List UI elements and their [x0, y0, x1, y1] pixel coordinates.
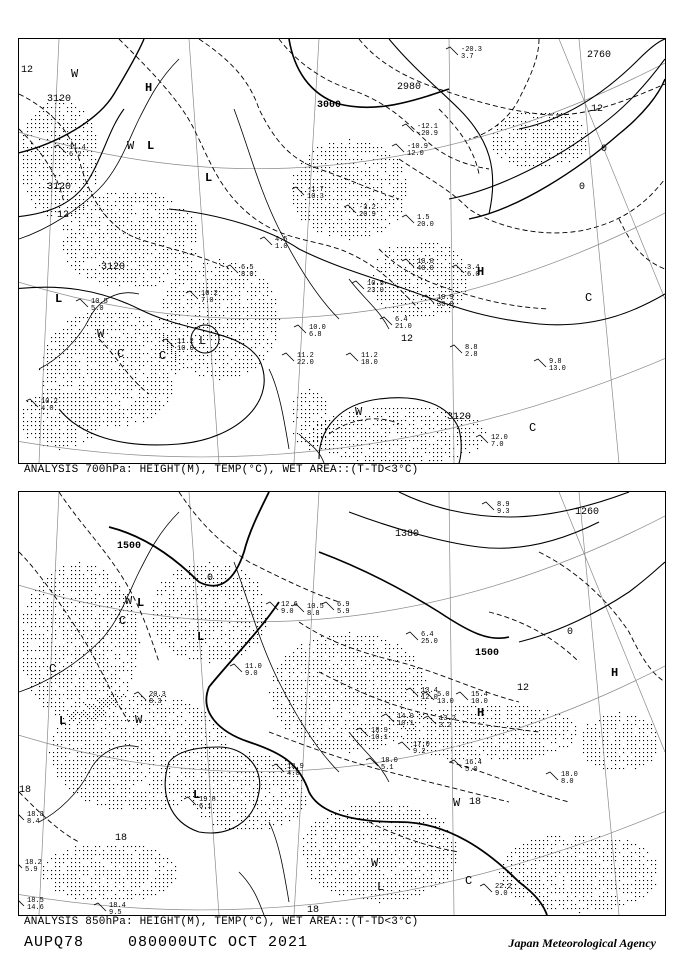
contour-label: 18: [307, 905, 320, 915]
wind-barb-icon: [260, 237, 272, 245]
station-dewpoint-depression: 10.1: [397, 720, 414, 728]
station-temperature: 18.8: [27, 811, 44, 819]
station-dewpoint-depression: 3.7: [461, 53, 474, 61]
station-dewpoint-depression: 22.0: [297, 359, 314, 367]
station-dewpoint-depression: 20.0: [417, 221, 434, 229]
station-temperature: 8.9: [497, 501, 510, 509]
warm-center-marker: W: [97, 327, 105, 341]
contour-label: 0: [579, 182, 586, 193]
low-center-marker: L: [205, 171, 213, 185]
station-observations: [19, 501, 578, 915]
station-dewpoint-depression: 2.8: [465, 351, 478, 359]
station-dewpoint-depression: 8.0: [241, 271, 254, 279]
agency-name: Japan Meteorological Agency: [508, 936, 656, 950]
station-dewpoint-depression: -20.9: [417, 130, 439, 138]
contour-label: 1260: [575, 507, 600, 518]
station-temperature: 11.2: [361, 352, 378, 360]
station-temperature: 15.4: [471, 691, 488, 699]
station-dewpoint-depression: 40.0: [417, 265, 434, 273]
station-temperature: 17.0: [413, 741, 430, 749]
station-temperature: 10.9: [437, 294, 454, 302]
station-dewpoint-depression: 5.0: [465, 766, 478, 774]
low-center-marker: L: [137, 596, 145, 610]
station-temperature: 18.0: [381, 757, 398, 765]
contour-label: 18: [115, 833, 128, 844]
contour-label: 12: [591, 104, 604, 115]
station-temperature: 10.5: [307, 603, 324, 611]
station-temperature: 11.4: [69, 144, 86, 152]
station-temperature: 11.0: [245, 663, 262, 671]
wind-barb-icon: [294, 325, 306, 333]
map-panel-850hpa: [18, 491, 666, 916]
station-dewpoint-depression: 25.0: [421, 638, 438, 646]
station-dewpoint-depression: 8.0: [561, 778, 574, 786]
low-center-marker: L: [377, 880, 385, 894]
map-700hpa-svg: [19, 39, 665, 463]
station-temperature: 3.4: [467, 264, 480, 272]
station-temperature: 11.2: [177, 338, 194, 346]
panel-700hpa-caption: ANALYSIS 700hPa: HEIGHT(M), TEMP(°C), WET AREA::(T-TD<3°C): [24, 464, 419, 476]
wind-barb-icon: [450, 345, 462, 353]
station-temperature: 6.4: [421, 631, 434, 639]
station-temperature: 13.4: [421, 687, 438, 695]
station-dewpoint-depression: 8.4: [27, 818, 40, 826]
station-temperature: 10.5: [91, 298, 108, 306]
wind-barb-icon: [480, 884, 492, 892]
station-dewpoint-depression: 5.1: [381, 764, 394, 772]
station-dewpoint-depression: 4.0: [287, 770, 300, 778]
station-temperature: 10.2: [201, 290, 218, 298]
cold-center-marker: C: [585, 291, 593, 305]
station-temperature: 12.0: [491, 434, 508, 442]
station-temperature: 20.3: [149, 691, 166, 699]
station-dewpoint-depression: 12.0: [421, 694, 438, 702]
cold-center-marker: C: [117, 347, 125, 361]
analysis-datetime: 080000UTC OCT 2021: [128, 934, 309, 951]
station-dewpoint-depression: 6.8: [309, 331, 322, 339]
station-dewpoint-depression: 10.1: [371, 734, 388, 742]
wind-barb-icon: [94, 903, 106, 911]
wind-barb-icon: [346, 353, 358, 361]
low-center-marker: L: [199, 334, 207, 348]
station-dewpoint-depression: 9.0: [281, 608, 294, 616]
wind-barb-icon: [534, 359, 546, 367]
station-dewpoint-depression: 12.0: [407, 150, 424, 158]
contour-label: 18: [469, 797, 482, 808]
station-temperature: 18.0: [561, 771, 578, 779]
low-center-marker: L: [193, 788, 201, 802]
warm-center-marker: W: [135, 713, 143, 727]
contour-labels: [21, 50, 611, 423]
station-temperature: 4.5: [275, 236, 288, 244]
station-temperature: 10.2: [41, 398, 58, 406]
station-dewpoint-depression: 13.0: [437, 698, 454, 706]
wind-barb-icon: [406, 688, 418, 696]
high-center-marker: H: [477, 265, 485, 279]
graticule: [19, 492, 665, 915]
station-temperature: -20.3: [461, 46, 483, 54]
contour-label: 3120: [47, 182, 72, 193]
wind-barb-icon: [406, 632, 418, 640]
station-dewpoint-depression: 7.0: [491, 441, 504, 449]
station-temperature: 18.9: [371, 727, 388, 735]
station-temperature: 18.2: [25, 859, 42, 867]
high-center-marker: H: [477, 706, 485, 720]
low-center-marker: L: [197, 630, 205, 644]
station-temperature: -12.1: [417, 123, 439, 131]
high-center-marker: H: [145, 81, 153, 95]
cold-center-marker: C: [119, 614, 127, 628]
cold-center-marker: C: [465, 874, 473, 888]
station-dewpoint-depression: 9.2: [413, 748, 426, 756]
wind-barb-icon: [402, 215, 414, 223]
station-temperature: -10.9: [407, 143, 429, 151]
station-temperature: -3.2: [359, 204, 376, 212]
wind-barb-icon: [392, 144, 404, 152]
station-dewpoint-depression: 5.9: [337, 608, 350, 616]
map-850hpa-svg: [19, 492, 665, 915]
station-temperature: 8.8: [465, 344, 478, 352]
station-dewpoint-depression: 23.0: [367, 287, 384, 295]
pressure-centers: [55, 67, 592, 435]
wind-barb-icon: [398, 742, 410, 750]
height-contours: [19, 39, 665, 463]
warm-center-marker: W: [71, 67, 79, 81]
cold-center-marker: C: [49, 662, 57, 676]
station-temperature: 10.5: [367, 280, 384, 288]
wind-barb-icon: [482, 502, 494, 510]
wind-barb-icon: [230, 664, 242, 672]
wind-barb-icon: [424, 716, 436, 724]
coastlines: [19, 59, 389, 463]
station-dewpoint-depression: 14.6: [27, 904, 44, 912]
contour-label: 3120: [101, 262, 126, 273]
contour-label: 12: [517, 683, 530, 694]
station-dewpoint-depression: 13.0: [549, 365, 566, 373]
contour-label: 2980: [397, 82, 422, 93]
station-temperature: 10.0: [309, 324, 326, 332]
station-dewpoint-depression: 10.0: [471, 698, 488, 706]
station-dewpoint-depression: 10.0: [177, 345, 194, 353]
contour-label: 3120: [447, 412, 472, 423]
station-dewpoint-depression: 4.0: [41, 405, 54, 413]
contour-label: 0: [567, 627, 574, 638]
station-dewpoint-depression: 9.0: [245, 670, 258, 678]
station-dewpoint-depression: 9.0: [495, 890, 508, 898]
contour-label: 12: [401, 334, 414, 345]
contour-label: 12: [57, 210, 70, 221]
wind-barb-icon: [382, 714, 394, 722]
station-temperature: 11.2: [297, 352, 314, 360]
contour-label: 1500: [117, 541, 142, 552]
graticule: [19, 39, 665, 463]
station-temperature: 18.4: [109, 902, 126, 910]
station-temperature: 19.8: [199, 796, 216, 804]
low-center-marker: L: [147, 139, 155, 153]
bulletin-code: AUPQ78: [24, 934, 85, 951]
wind-barb-icon: [19, 898, 24, 906]
contour-label: 12: [21, 65, 34, 76]
station-temperature: 18.5: [27, 897, 44, 905]
station-dewpoint-depression: 9.5: [109, 909, 122, 915]
station-dewpoint-depression: 21.0: [395, 323, 412, 331]
warm-center-marker: W: [355, 405, 363, 419]
low-center-marker: L: [59, 714, 67, 728]
contour-label: 1380: [395, 529, 420, 540]
station-temperature: 14.0: [397, 713, 414, 721]
station-dewpoint-depression: 20.9: [359, 211, 376, 219]
station-temperature: 9.8: [549, 358, 562, 366]
warm-center-marker: W: [453, 796, 461, 810]
isotherms: [19, 39, 665, 434]
station-temperature: 6.4: [395, 316, 408, 324]
station-dewpoint-depression: 1.0: [275, 243, 288, 251]
high-center-marker: H: [611, 666, 619, 680]
station-temperature: -1.7: [307, 186, 324, 194]
station-temperature: 12.6: [281, 601, 298, 609]
station-dewpoint-depression: 6.1: [199, 803, 212, 811]
station-dewpoint-depression: 3.2: [439, 722, 452, 730]
height-contours: [109, 492, 665, 915]
contour-label: 3000: [317, 100, 342, 111]
wind-barb-icon: [19, 860, 22, 868]
wind-barb-icon: [456, 692, 468, 700]
wind-barb-icon: [366, 758, 378, 766]
station-temperature: 1.5: [417, 214, 430, 222]
wind-barb-icon: [546, 772, 558, 780]
station-temperature: 22.2: [495, 883, 512, 891]
contour-label: 0: [601, 144, 608, 155]
panel-850hpa-caption: ANALYSIS 850hPa: HEIGHT(M), TEMP(°C), WET AREA::(T-TD<3°C): [24, 916, 419, 928]
station-dewpoint-depression: 6.2: [69, 151, 82, 159]
station-temperature: 6.9: [337, 601, 350, 609]
contour-label: 18: [19, 785, 32, 796]
station-temperature: 5.0: [437, 691, 450, 699]
station-temperature: 6.5: [241, 264, 254, 272]
station-temperature: 13.2: [439, 715, 456, 723]
warm-center-marker: W: [125, 594, 133, 608]
contour-label: 3120: [47, 94, 72, 105]
station-dewpoint-depression: 5.0: [91, 305, 104, 313]
station-temperature: 10.0: [417, 258, 434, 266]
station-temperature: 16.4: [465, 759, 482, 767]
station-dewpoint-depression: 18.0: [361, 359, 378, 367]
station-dewpoint-depression: 6.0: [467, 271, 480, 279]
station-dewpoint-depression: 30.0: [437, 301, 454, 309]
station-temperature: 18.9: [287, 763, 304, 771]
coastlines: [19, 512, 389, 915]
cold-center-marker: C: [529, 421, 537, 435]
station-dewpoint-depression: 5.9: [25, 866, 38, 874]
low-center-marker: L: [55, 292, 63, 306]
station-dewpoint-depression: 10.3: [307, 193, 324, 201]
warm-center-marker: W: [127, 139, 135, 153]
wind-barb-icon: [450, 760, 462, 768]
warm-center-marker: W: [371, 856, 379, 870]
map-panel-700hpa: [18, 38, 666, 464]
station-dewpoint-depression: 7.0: [201, 297, 214, 305]
station-dewpoint-depression: 8.3: [149, 698, 162, 706]
contour-label: 2760: [587, 50, 612, 61]
cold-center-marker: C: [159, 349, 167, 363]
station-dewpoint-depression: 9.3: [497, 508, 510, 516]
contour-label: 1500: [475, 648, 500, 659]
wind-barb-icon: [134, 692, 146, 700]
wind-barb-icon: [446, 47, 458, 55]
wind-barb-icon: [282, 353, 294, 361]
wind-barb-icon: [402, 259, 414, 267]
contour-label: 0: [207, 573, 214, 584]
station-dewpoint-depression: 8.8: [307, 610, 320, 618]
wind-barb-icon: [19, 812, 24, 820]
